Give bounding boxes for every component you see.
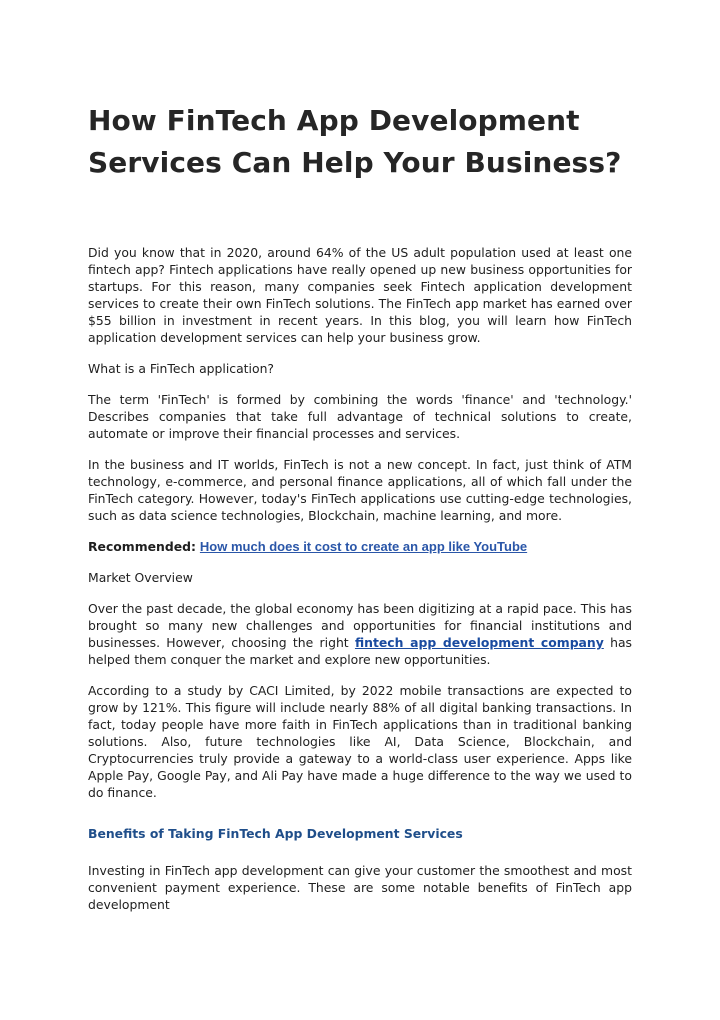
document-page: [88, 0, 632, 913]
term-paragraph: The term 'FinTech' is formed by combining the words 'finance' and 'technology.' Describes companies that take full advantage of technical solutions to create, automate or improve their financial processes and services.: [88, 392, 632, 441]
caci-paragraph: According to a study by CACI Limited, by 2022 mobile transactions are expected to grow by 121%. This figure will include nearly 88% of all digital banking transactions. In fact, today people have more faith in FinTech applications than in traditional banking solutions. Also, future technologies like AI, Data Science, Blockchain, and Cryptocurrencies truly provide a gateway to a world-class user experience. Apps like Apple Pay, Google Pay, and Ali Pay have made a huge difference to the way we used to do finance.: [88, 683, 632, 800]
what-is-fintech-heading: What is a FinTech application?: [88, 361, 274, 376]
recommended-line: [88, 538, 632, 555]
page-title: [88, 0, 632, 184]
past-decade-text-after: has helped them conquer the market and explore new opportunities.: [88, 635, 633, 667]
title-line-1: How FinTech App Development: [88, 104, 580, 137]
market-overview-heading: Market Overview: [88, 570, 193, 585]
investing-paragraph: Investing in FinTech app development can give your customer the smoothest and most convenient payment experience. These are some notable benefits of FinTech app development: [88, 863, 632, 912]
benefits-section-heading: Benefits of Taking FinTech App Development Services: [88, 826, 463, 841]
fintech-company-link[interactable]: fintech app development company: [354, 635, 604, 650]
title-line-2: Services Can Help Your Business?: [88, 146, 622, 179]
past-decade-text-before: Over the past decade, the global economy has been digitizing at a rapid pace. This has brought so many new challenges and opportunities for financial institutions and businesses. However, choosing the right: [88, 601, 632, 650]
recommended-label: Recommended:: [88, 539, 196, 554]
intro-paragraph: Did you know that in 2020, around 64% of the US adult population used at least one fintech app? Fintech applications have really opened up new business opportunities for startups. For this reason, many companies seek Fintech application development services to create their own FinTech solutions. The FinTech app market has earned over $55 billion in investment in recent years. In this blog, you will learn how FinTech application development services can help your business grow.: [88, 245, 632, 345]
past-decade-paragraph: [88, 600, 632, 668]
recommended-link[interactable]: How much does it cost to create an app like YouTube: [199, 539, 528, 554]
business-it-paragraph: In the business and IT worlds, FinTech is not a new concept. In fact, just think of ATM technology, e-commerce, and personal finance applications, all of which fall under the FinTech category. However, today's FinTech applications use cutting-edge technologies, such as data science technologies, Blockchain, machine learning, and more.: [88, 457, 632, 523]
